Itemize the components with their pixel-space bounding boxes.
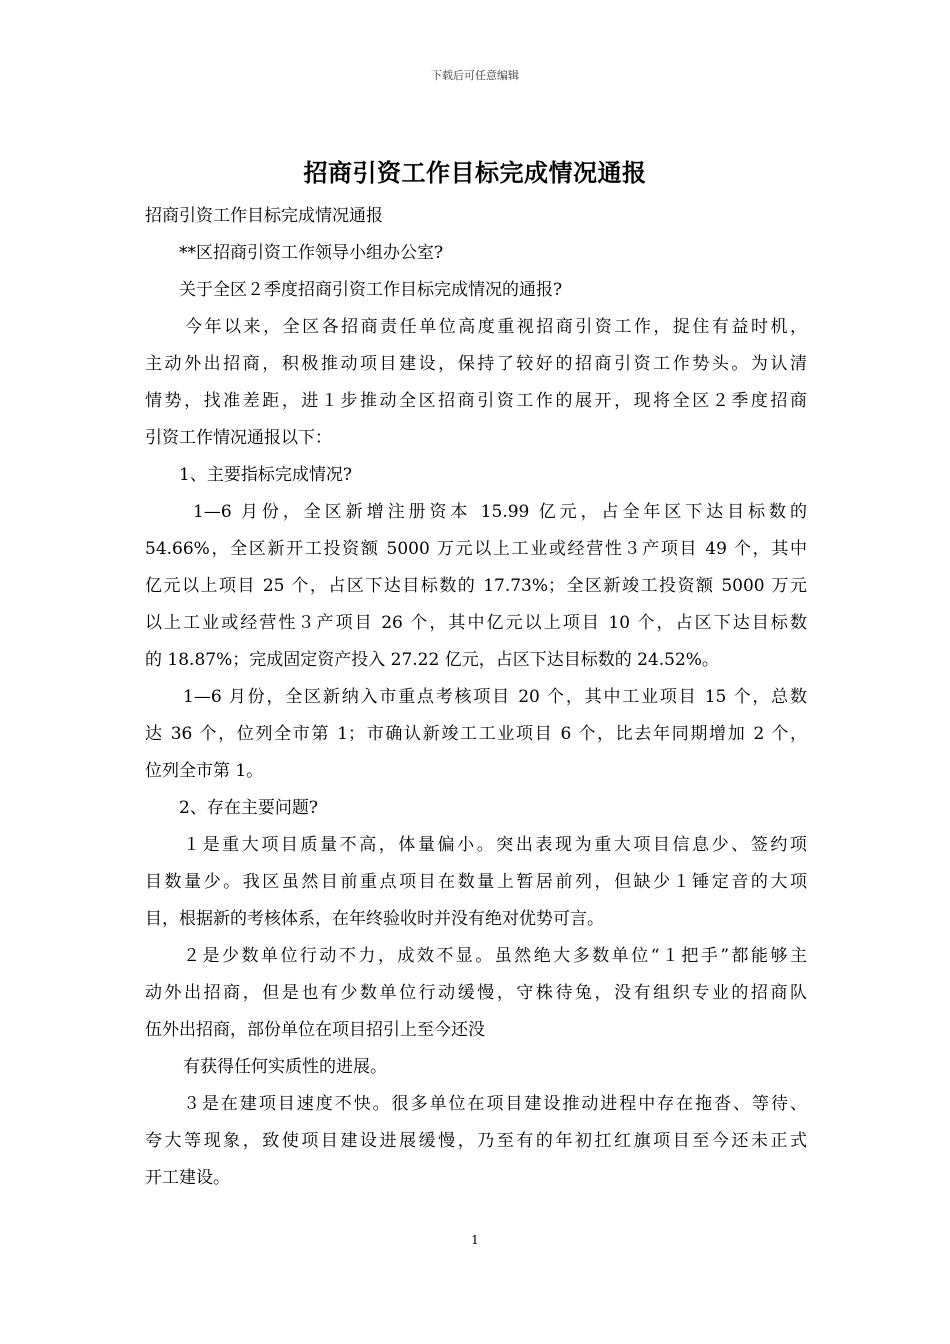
text-line: 的 18.87%；完成固定资产投入 27.22 亿元，占区下达目标数的 24.52%。 <box>145 650 719 670</box>
page-number: 1 <box>471 1233 479 1247</box>
text-line: 主动外出招商，积极推动项目建设，保持了较好的招商引资工作势头。为认清 <box>145 354 807 374</box>
text-line: 夸大等现象，致使项目建设进展缓慢，乃至有的年初扛红旗项目至今还未正式 <box>145 1131 807 1151</box>
text-line: 2、存在主要问题? <box>179 798 318 818</box>
text-line: １是重大项目质量不高，体量偏小。突出表现为重大项目信息少、签约项 <box>183 835 807 855</box>
text-line: 达 36 个，位列全市第 1；市确认新竣工工业项目 6 个，比去年同期增加 2 个， <box>145 724 807 744</box>
document-title: 招商引资工作目标完成情况通报 <box>303 159 647 187</box>
text-line: 有获得任何实质性的进展。 <box>183 1057 387 1077</box>
text-line: 动外出招商，但是也有少数单位行动缓慢，守株待兔，没有组织专业的招商队 <box>145 983 807 1003</box>
text-line: 54.66%，全区新开工投资额 5000 万元以上工业或经营性３产项目 49 个，其中 <box>145 539 807 559</box>
text-line: 以上工业或经营性３产项目 26 个，其中亿元以上项目 10 个，占区下达目标数 <box>145 613 807 633</box>
text-line: 目，根据新的考核体系，在年终验收时并没有绝对优势可言。 <box>145 909 604 929</box>
text-line: ２是少数单位行动不力，成效不显。虽然绝大多数单位“１把手”都能够主 <box>183 946 807 966</box>
text-line: 伍外出招商，部份单位在项目招引上至今还没 <box>145 1020 485 1040</box>
text-line: 位列全市第 1。 <box>145 761 264 781</box>
text-line: 今年以来，全区各招商责任单位高度重视招商引资工作，捉住有益时机， <box>185 317 807 337</box>
text-line: 引资工作情况通报以下： <box>145 428 332 448</box>
text-line: 开工建设。 <box>145 1168 230 1188</box>
text-line: 1、主要指标完成情况? <box>179 465 352 485</box>
text-line: ３是在建项目速度不快。很多单位在项目建设推动进程中存在拖沓、等待、 <box>183 1094 807 1114</box>
header-note: 下载后可任意编辑 <box>431 69 519 82</box>
text-line: 关于全区２季度招商引资工作目标完成情况的通报? <box>179 280 563 300</box>
text-line: 亿元以上项目 25 个，占区下达目标数的 17.73%；全区新竣工投资额 5000 万元 <box>145 576 807 596</box>
text-line: 招商引资工作目标完成情况通报 <box>145 206 383 226</box>
document-body <box>145 198 807 1197</box>
text-line: 情势，找准差距，进１步推动全区招商引资工作的展开，现将全区２季度招商 <box>145 391 807 411</box>
text-line: 1—6 月份，全区新增注册资本 15.99 亿元，占全年区下达目标数的 <box>193 502 807 522</box>
text-line: 目数量少。我区虽然目前重点项目在数量上暂居前列，但缺少１锤定音的大项 <box>145 872 807 892</box>
text-line: 1—6 月份，全区新纳入市重点考核项目 20 个，其中工业项目 15 个，总数 <box>183 687 807 707</box>
text-line: **区招商引资工作领导小组办公室? <box>179 243 444 263</box>
